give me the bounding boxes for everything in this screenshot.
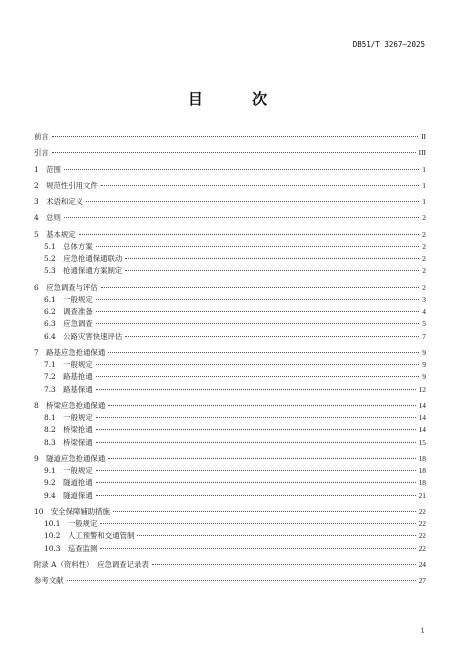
toc-entry[interactable]: [34, 543, 426, 555]
dot-leader: [52, 152, 416, 153]
toc-entry-label: 2 规范性引用文件: [34, 180, 98, 190]
dot-leader: [96, 246, 420, 247]
toc-entry[interactable]: [34, 294, 426, 306]
toc-entry-label: 5.3 抢通保通方案制定: [44, 266, 123, 276]
toc-entry[interactable]: [34, 306, 426, 318]
toc-entry-label: 5.1 总体方案: [44, 241, 93, 251]
toc-entry-page: 5: [422, 319, 426, 329]
dot-leader: [96, 364, 420, 365]
toc-entry-page: 9: [422, 360, 426, 369]
toc-entry-label: 6.4 公路灾害快速评估: [44, 331, 123, 341]
toc-entry[interactable]: [34, 212, 426, 224]
dot-leader: [96, 311, 420, 312]
toc-entry-page: 18: [418, 466, 426, 475]
toc-entry[interactable]: [34, 347, 426, 359]
dot-leader: [86, 201, 419, 202]
toc-entry[interactable]: [34, 371, 426, 383]
dot-leader: [96, 442, 416, 443]
dot-leader: [125, 336, 419, 337]
toc-entry[interactable]: [34, 477, 426, 489]
toc-entry[interactable]: [34, 530, 426, 542]
toc-entry[interactable]: [34, 400, 426, 412]
toc-entry-page: 1: [422, 180, 426, 190]
toc-entry-label: 8 桥梁应急抢通保通: [34, 400, 106, 410]
toc-entry-page: II: [421, 132, 426, 141]
toc-entry[interactable]: [34, 331, 426, 343]
toc-entry-label: 7.1 一般规定: [44, 360, 93, 369]
toc-entry-label: 5.2 应急抢通保通联动: [44, 254, 123, 263]
toc-entry-label: 引言: [34, 148, 49, 158]
dot-leader: [96, 470, 416, 471]
toc-entry-label: 9.4 隧道保通: [44, 490, 93, 500]
toc-entry-page: 21: [418, 490, 426, 500]
toc-entry-page: 22: [418, 519, 426, 528]
dot-leader: [152, 564, 416, 565]
dot-leader: [79, 234, 420, 235]
toc-entry-label: 8.3 桥梁保通: [44, 437, 93, 447]
toc-entry-page: 7: [422, 331, 426, 341]
toc-entry-page: 1: [422, 164, 426, 174]
toc-entry[interactable]: [34, 318, 426, 330]
toc-entry-page: 2: [422, 213, 426, 223]
toc-entry-label: 前言: [34, 132, 49, 141]
toc-entry-label: 6 应急调查与评估: [34, 282, 98, 292]
dot-leader: [125, 258, 419, 259]
toc-entry[interactable]: [34, 359, 426, 371]
toc-entry[interactable]: [34, 559, 426, 571]
toc-entry-label: 10.1 一般规定: [44, 519, 98, 528]
toc-entry-page: 22: [418, 543, 426, 553]
toc-entry-page: 1: [422, 197, 426, 206]
toc-entry-page: 14: [418, 425, 426, 435]
toc-entry[interactable]: [34, 180, 426, 192]
toc-entry-label: 9 隧道应急抢通保通: [34, 453, 106, 463]
toc-entry-page: 2: [422, 241, 426, 251]
toc-entry-page: 22: [418, 506, 426, 516]
dot-leader: [137, 535, 415, 536]
dot-leader: [96, 429, 416, 430]
toc-entry-page: 14: [418, 413, 426, 422]
dot-leader: [100, 523, 415, 524]
page-number: 1: [420, 627, 425, 635]
toc-entry-label: 参考文献: [34, 576, 64, 585]
toc-entry[interactable]: [34, 490, 426, 502]
dot-leader: [96, 482, 416, 483]
toc-entry-page: 18: [418, 478, 426, 488]
toc-entry-label: 9.2 隧道抢通: [44, 478, 93, 488]
toc-entry[interactable]: [34, 437, 426, 449]
toc-entry-label: 7.3 路基保通: [44, 384, 93, 394]
toc-entry-label: 10.3 巡查监测: [44, 543, 98, 553]
table-of-contents: [34, 131, 426, 587]
toc-entry[interactable]: [34, 196, 426, 208]
toc-entry[interactable]: [34, 241, 426, 253]
toc-entry-page: III: [418, 148, 426, 158]
toc-entry[interactable]: [34, 424, 426, 436]
toc-entry[interactable]: [34, 575, 426, 587]
toc-entry-label: 10 安全保障辅助措施: [34, 506, 110, 516]
toc-entry[interactable]: [34, 131, 426, 143]
dot-leader: [96, 389, 416, 390]
toc-entry-page: 2: [422, 229, 426, 239]
dot-leader: [113, 511, 416, 512]
toc-entry[interactable]: [34, 229, 426, 241]
dot-leader: [100, 548, 415, 549]
toc-entry[interactable]: [34, 265, 426, 277]
toc-entry-label: 8.1 一般规定: [44, 413, 93, 422]
toc-entry-page: 24: [418, 559, 426, 569]
toc-entry-page: 27: [418, 576, 426, 585]
dot-leader: [67, 580, 416, 581]
dot-leader: [52, 136, 418, 137]
toc-entry-page: 14: [418, 400, 426, 410]
dot-leader: [125, 270, 419, 271]
dot-leader: [96, 417, 416, 418]
toc-entry-page: 12: [418, 384, 426, 394]
toc-entry-label: 9.1 一般规定: [44, 466, 93, 475]
toc-entry-page: 15: [418, 437, 426, 447]
dot-leader: [96, 495, 416, 496]
dot-leader: [101, 185, 419, 186]
toc-entry[interactable]: [34, 453, 426, 465]
toc-entry-label: 4 总则: [34, 213, 61, 223]
toc-entry[interactable]: [34, 506, 426, 518]
toc-entry-label: 10.2 人工预警和交通管制: [44, 531, 135, 541]
toc-entry-label: 5 基本规定: [34, 229, 76, 239]
dot-leader: [101, 287, 419, 288]
toc-entry-page: 3: [422, 294, 426, 304]
toc-entry-label: 7.2 路基抢通: [44, 372, 93, 382]
toc-entry-label: 附录 A（资料性） 应急调查记录表: [34, 559, 149, 569]
dot-leader: [108, 352, 419, 353]
toc-entry-page: 2: [422, 266, 426, 276]
toc-entry-label: 7 路基应急抢通保通: [34, 347, 106, 357]
toc-entry[interactable]: [34, 253, 426, 265]
toc-entry-label: 1 范围: [34, 164, 61, 174]
toc-entry-page: 9: [422, 347, 426, 357]
toc-entry[interactable]: [34, 384, 426, 396]
dot-leader: [96, 323, 420, 324]
toc-entry[interactable]: [34, 465, 426, 477]
toc-entry-label: 8.2 桥梁抢通: [44, 425, 93, 435]
dot-leader: [108, 458, 415, 459]
toc-entry-page: 4: [422, 307, 426, 316]
dot-leader: [96, 299, 420, 300]
page-title: 目 次: [187, 90, 290, 108]
toc-entry-label: 6.2 调查准备: [44, 307, 93, 316]
dot-leader: [64, 169, 419, 170]
toc-entry[interactable]: [34, 518, 426, 530]
toc-entry-label: 6.1 一般规定: [44, 294, 93, 304]
toc-entry[interactable]: [34, 164, 426, 176]
toc-entry-page: 22: [418, 531, 426, 541]
toc-entry-label: 6.3 应急调查: [44, 319, 93, 329]
toc-entry[interactable]: [34, 147, 426, 159]
dot-leader: [64, 217, 419, 218]
toc-entry-page: 2: [422, 254, 426, 263]
dot-leader: [108, 405, 415, 406]
toc-entry-page: 2: [422, 282, 426, 292]
dot-leader: [96, 376, 420, 377]
toc-entry-page: 9: [422, 372, 426, 382]
toc-entry[interactable]: [34, 412, 426, 424]
toc-entry-label: 3 术语和定义: [34, 197, 84, 206]
toc-entry-page: 18: [418, 453, 426, 463]
document-code: DB51/T 3267—2025: [352, 40, 425, 49]
toc-entry[interactable]: [34, 282, 426, 294]
